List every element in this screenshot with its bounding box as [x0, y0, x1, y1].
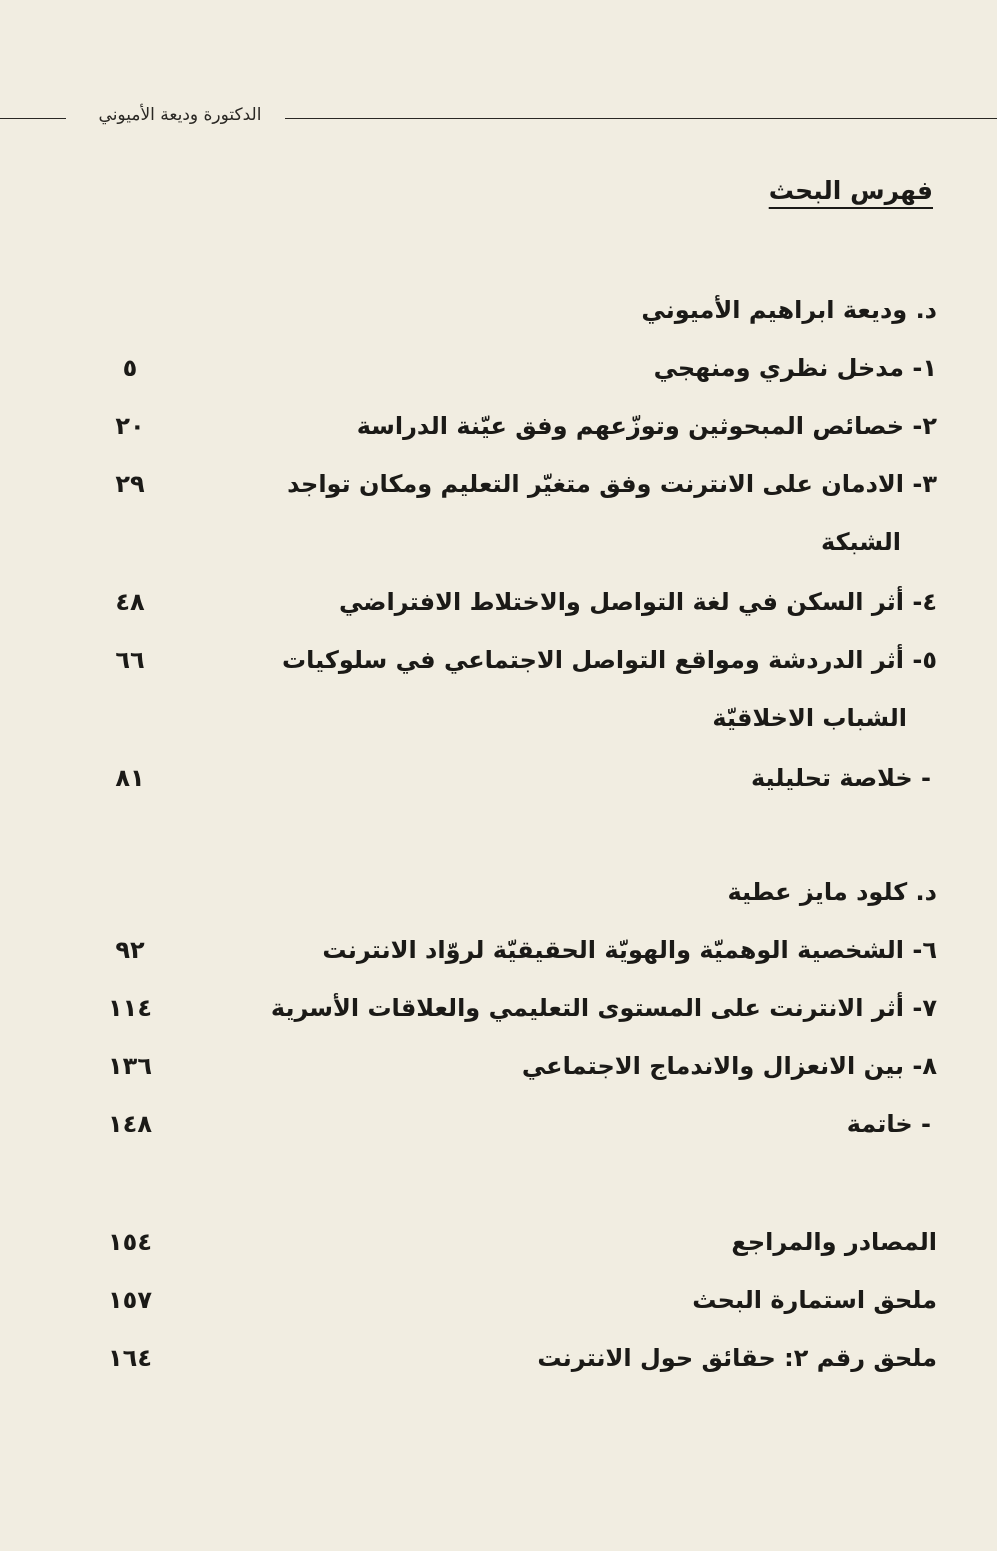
toc-entry-page: ١٥٤ — [108, 1228, 152, 1256]
toc-entry-text: - خاتمة — [846, 1110, 931, 1138]
toc-entry-page: ١٣٦ — [108, 1052, 152, 1080]
toc-entry — [60, 1286, 937, 1326]
toc-entry — [60, 470, 937, 510]
toc-entry — [60, 936, 937, 976]
toc-entry-text: المصادر والمراجع — [731, 1228, 937, 1256]
toc-entry — [60, 1344, 937, 1384]
toc-entry — [60, 994, 937, 1034]
toc-entry — [60, 354, 937, 394]
toc-entry — [60, 646, 937, 686]
toc-entry — [60, 588, 937, 628]
toc-entry-text: ٨- بين الانعزال والاندماج الاجتماعي — [521, 1052, 937, 1080]
toc-entry-text: ٢- خصائص المبحوثين وتوزّعهم وفق عيّنة الدراسة — [356, 412, 937, 440]
header-rule-left — [0, 118, 66, 119]
toc-entry-text: - خلاصة تحليلية — [751, 764, 931, 792]
toc-entry-page: ٨١ — [115, 764, 145, 792]
toc-entry-text: ٣- الادمان على الانترنت وفق متغيّر التعليم ومكان تواجد — [287, 470, 937, 498]
toc-entry — [60, 1110, 937, 1150]
toc-entry-page: ١٦٤ — [108, 1344, 152, 1372]
toc-entry-page: ١٤٨ — [108, 1110, 152, 1138]
toc-entry-text: ٦- الشخصية الوهميّة والهويّة الحقيقيّة لروّاد الانترنت — [322, 936, 937, 964]
running-head: الدكتورة وديعة الأميوني — [98, 105, 262, 125]
toc-entry-page: ٩٢ — [115, 936, 145, 964]
toc-entry-page: ١١٤ — [108, 994, 152, 1022]
toc-entry — [60, 412, 937, 452]
toc-entry — [60, 1228, 937, 1268]
toc-entry-text: ملحق استمارة البحث — [692, 1286, 937, 1314]
toc-title: فهرس البحث — [768, 176, 933, 205]
section2-author: د. كلود مايز عطية — [727, 878, 937, 906]
toc-entry-page: ٤٨ — [115, 588, 145, 616]
toc-entry-text: ١- مدخل نظري ومنهجي — [653, 354, 937, 382]
toc-entry-text: ٤- أثر السكن في لغة التواصل والاختلاط الافتراضي — [338, 588, 937, 616]
toc-entry-text: ٧- أثر الانترنت على المستوى التعليمي والعلاقات الأسرية — [270, 994, 937, 1022]
toc-entry-page: ٦٦ — [115, 646, 145, 674]
toc-entry-continuation: الشباب الاخلاقيّة — [712, 704, 907, 732]
toc-entry-page: ٥ — [122, 354, 138, 382]
toc-entry — [60, 764, 937, 804]
toc-entry-page: ١٥٧ — [108, 1286, 152, 1314]
toc-entry-text: ٥- أثر الدردشة ومواقع التواصل الاجتماعي في سلوكيات — [281, 646, 937, 674]
toc-entry-continuation: الشبكة — [821, 528, 901, 556]
section1-author: د. وديعة ابراهيم الأميوني — [641, 296, 937, 324]
header-rule-right — [285, 118, 997, 119]
toc-entry-page: ٢٩ — [115, 470, 145, 498]
toc-entry-text: ملحق رقم ٢: حقائق حول الانترنت — [537, 1344, 937, 1372]
toc-entry-page: ٢٠ — [115, 412, 145, 440]
toc-entry — [60, 1052, 937, 1092]
